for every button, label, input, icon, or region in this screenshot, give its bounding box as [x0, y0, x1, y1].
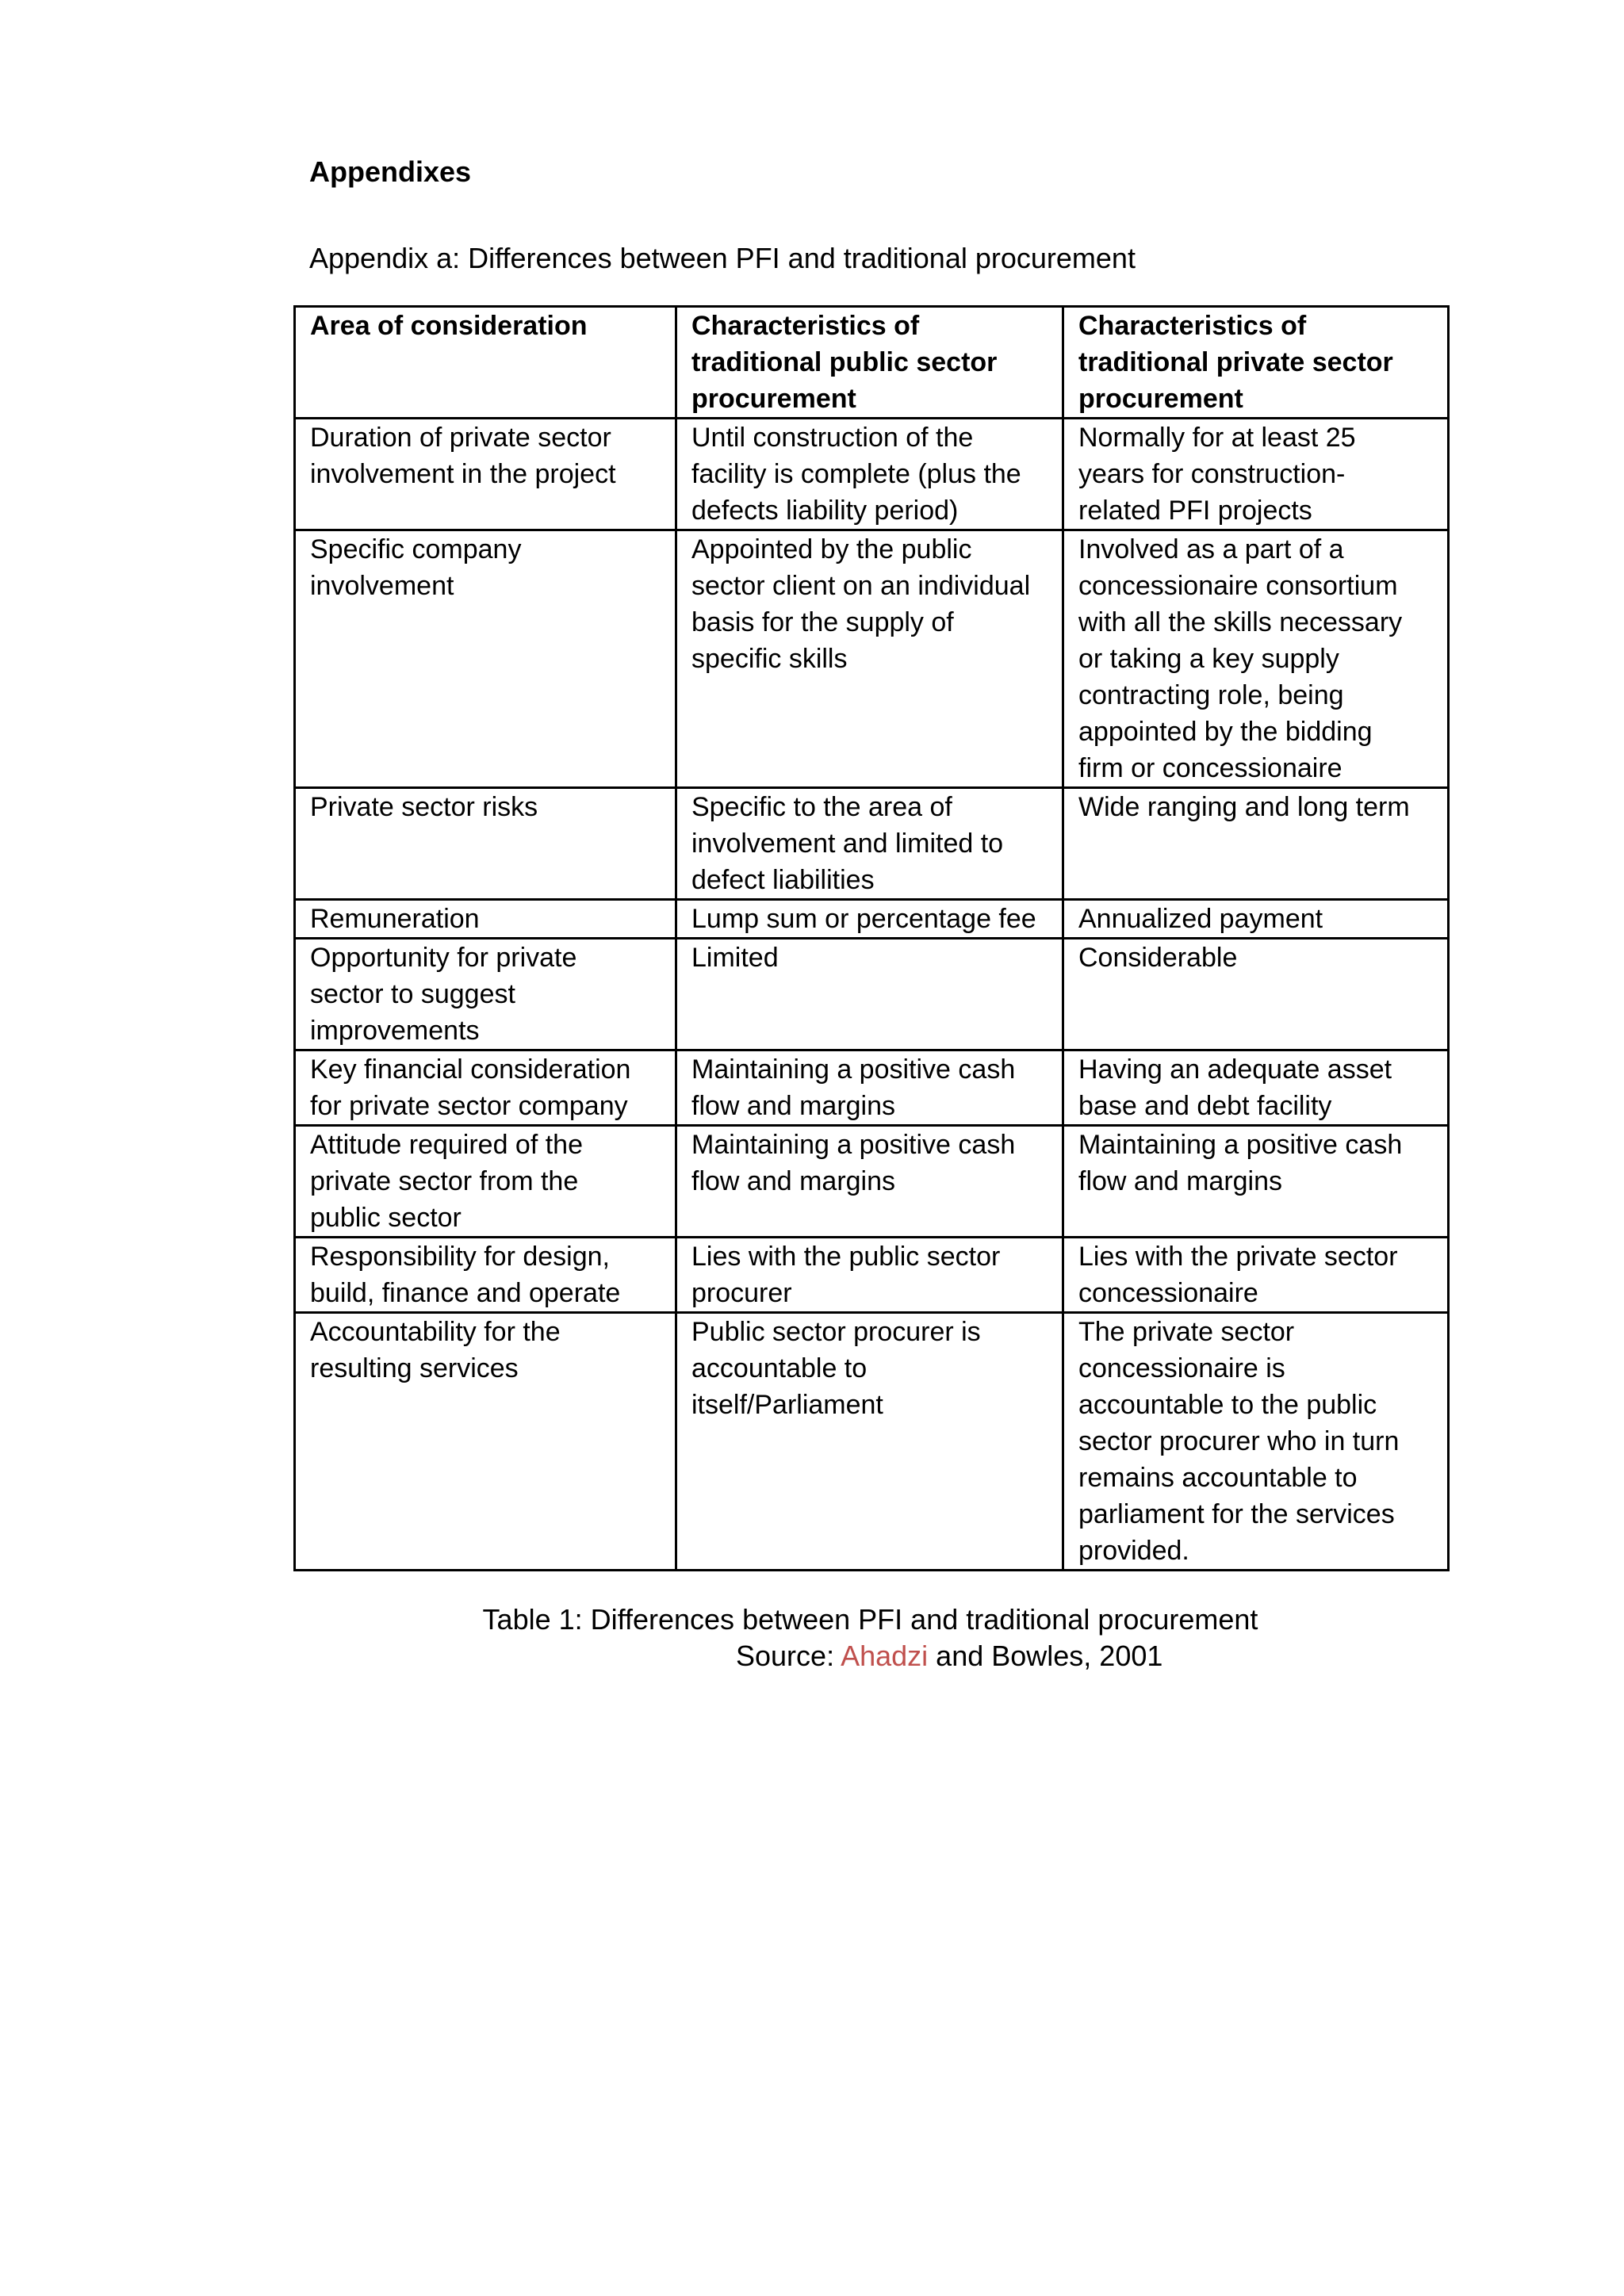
- cell-text: Maintaining a positive cash flow and margins: [691, 1130, 1016, 1196]
- table-cell: [676, 1313, 1063, 1571]
- table-cell: [676, 1050, 1063, 1126]
- table-caption: Table 1: Differences between PFI and traditional procurement: [482, 1603, 1258, 1636]
- table-cell: [295, 939, 676, 1050]
- cell-text: Key financial consideration for private sector company: [310, 1054, 631, 1121]
- appendix-heading: Appendixes: [309, 155, 472, 188]
- cell-text: Lies with the public sector procurer: [691, 1242, 1001, 1308]
- table-cell: [295, 530, 676, 788]
- table-header-cell: Characteristics of traditional public sector procurement: [676, 307, 1063, 419]
- table-cell: [1063, 530, 1449, 788]
- table-cell: [295, 419, 676, 530]
- cell-text: Public sector procurer is accountable to itself/Parliament: [691, 1317, 981, 1420]
- cell-text: Private sector risks: [310, 792, 538, 822]
- cell-text: Annualized payment: [1078, 904, 1323, 934]
- table-cell: [676, 530, 1063, 788]
- table-cell: [676, 788, 1063, 900]
- cell-text: Maintaining a positive cash flow and margins: [691, 1054, 1016, 1121]
- table-header-row: [295, 307, 1449, 419]
- cell-text: Maintaining a positive cash flow and margins: [1078, 1130, 1403, 1196]
- table-row: [295, 1050, 1449, 1126]
- cell-text: Having an adequate asset base and debt facility: [1078, 1054, 1392, 1121]
- table-row: [295, 1238, 1449, 1313]
- table-cell: [676, 1238, 1063, 1313]
- cell-text: Attitude required of the private sector from the public sector: [310, 1130, 584, 1233]
- table-cell: [295, 900, 676, 939]
- cell-text: Lies with the private sector concessionaire: [1078, 1242, 1398, 1308]
- table-cell: [676, 939, 1063, 1050]
- table-cell: [676, 900, 1063, 939]
- cell-text: Limited: [691, 943, 779, 973]
- table-cell: [1063, 788, 1449, 900]
- cell-text: Lump sum or percentage fee: [691, 904, 1036, 934]
- source-suffix: and Bowles, 2001: [928, 1640, 1163, 1672]
- source-prefix: Source:: [736, 1640, 841, 1672]
- table-cell: [1063, 900, 1449, 939]
- table-cell: [1063, 1238, 1449, 1313]
- cell-text: Specific to the area of involvement and limited to defect liabilities: [691, 792, 1004, 895]
- table-row: [295, 419, 1449, 530]
- cell-text: Wide ranging and long term: [1078, 792, 1410, 822]
- table-row: [295, 530, 1449, 788]
- source-citation: [736, 1638, 1162, 1674]
- appendix-caption: Appendix a: Differences between PFI and traditional procurement: [309, 242, 1136, 274]
- cell-text: Involved as a part of a concessionaire consortium with all the skills necessary or taking a key supply contracting role, being appointed by the bidding firm or concessionaire: [1078, 534, 1403, 783]
- table-cell: [295, 1126, 676, 1238]
- cell-text: Until construction of the facility is complete (plus the defects liability period): [691, 423, 1021, 526]
- table-cell: [295, 1050, 676, 1126]
- table-header-cell: Area of consideration: [295, 307, 676, 419]
- table-cell: [295, 1238, 676, 1313]
- table-row: [295, 1313, 1449, 1571]
- cell-text: Considerable: [1078, 943, 1238, 973]
- table-cell: [1063, 1050, 1449, 1126]
- cell-text: Opportunity for private sector to suggest improvements: [310, 943, 577, 1046]
- cell-text: Duration of private sector involvement in the project: [310, 423, 616, 489]
- cell-text: Responsibility for design, build, finance and operate: [310, 1242, 621, 1308]
- cell-text: The private sector concessionaire is accountable to the public sector procurer who in turn remains accountable to parliament for the services provided.: [1078, 1317, 1400, 1566]
- table-cell: [1063, 1313, 1449, 1571]
- table-cell: [676, 1126, 1063, 1238]
- table-cell: [676, 419, 1063, 530]
- cell-text: Remuneration: [310, 904, 480, 934]
- table-header-cell: Characteristics of traditional private sector procurement: [1063, 307, 1449, 419]
- author-reference-link[interactable]: Ahadzi: [841, 1640, 929, 1672]
- cell-text: Normally for at least 25 years for construction- related PFI projects: [1078, 423, 1356, 526]
- cell-text: Appointed by the public sector client on an individual basis for the supply of specific skills: [691, 534, 1031, 674]
- table-cell: [295, 1313, 676, 1571]
- table-cell: [1063, 1126, 1449, 1238]
- cell-text: Specific company involvement: [310, 534, 522, 601]
- procurement-table: [293, 305, 1450, 1571]
- table-row: [295, 939, 1449, 1050]
- table-row: [295, 1126, 1449, 1238]
- table-cell: [1063, 419, 1449, 530]
- table-row: [295, 900, 1449, 939]
- table-cell: [295, 788, 676, 900]
- cell-text: Accountability for the resulting services: [310, 1317, 561, 1383]
- table-row: [295, 788, 1449, 900]
- table-cell: [1063, 939, 1449, 1050]
